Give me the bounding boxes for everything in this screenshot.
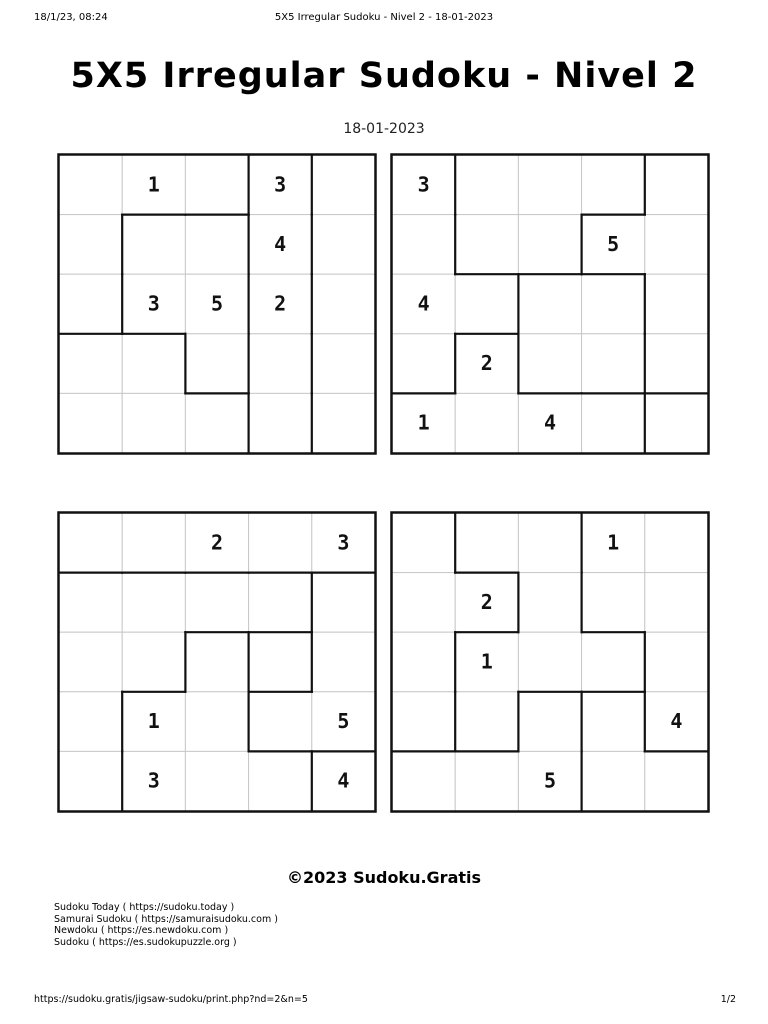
sudoku-cell[interactable] [59, 692, 122, 752]
sudoku-cell[interactable] [312, 393, 375, 453]
sudoku-cell[interactable] [645, 155, 708, 215]
sudoku-cell[interactable] [518, 573, 581, 633]
sudoku-cell[interactable] [645, 274, 708, 334]
sudoku-cell[interactable] [185, 573, 248, 633]
sudoku-cell[interactable] [645, 215, 708, 275]
given-digit: 3 [274, 172, 287, 197]
sudoku-cell[interactable] [249, 573, 312, 633]
page-title: 5X5 Irregular Sudoku - Nivel 2 [70, 56, 698, 96]
sudoku-cell[interactable] [59, 334, 122, 394]
sudoku-grid-4 [390, 511, 710, 813]
sudoku-cell[interactable] [185, 393, 248, 453]
sudoku-cell[interactable] [185, 692, 248, 752]
sudoku-cell[interactable] [249, 334, 312, 394]
sudoku-cell[interactable] [312, 215, 375, 275]
sudoku-cell[interactable] [185, 632, 248, 692]
link-samurai-sudoku[interactable]: Samurai Sudoku ( https://samuraisudoku.com ) [54, 913, 278, 925]
sudoku-cell[interactable] [312, 155, 375, 215]
grid-svg [57, 153, 377, 455]
sudoku-cell[interactable] [455, 215, 518, 275]
sudoku-cell[interactable] [249, 632, 312, 692]
sudoku-cell[interactable] [582, 751, 645, 811]
sudoku-cell[interactable] [59, 155, 122, 215]
given-digit: 1 [147, 709, 160, 734]
sudoku-cell[interactable] [455, 155, 518, 215]
print-url: https://sudoku.gratis/jigsaw-sudoku/print.php?nd=2&n=5 [34, 994, 308, 1005]
sudoku-cell[interactable] [455, 393, 518, 453]
sudoku-cell[interactable] [122, 513, 185, 573]
sudoku-cell[interactable] [518, 513, 581, 573]
sudoku-cell[interactable] [59, 215, 122, 275]
page-number: 1/2 [720, 994, 736, 1005]
print-timestamp: 18/1/23, 08:24 [34, 12, 108, 23]
given-digit: 5 [607, 231, 620, 256]
sudoku-cell[interactable] [645, 573, 708, 633]
sudoku-cell[interactable] [59, 573, 122, 633]
sudoku-cell[interactable] [582, 274, 645, 334]
sudoku-cell[interactable] [645, 334, 708, 394]
sudoku-cell[interactable] [392, 692, 455, 752]
given-digit: 5 [337, 709, 350, 734]
given-digit: 2 [480, 351, 493, 376]
given-digit: 2 [480, 589, 493, 614]
grid-svg [390, 511, 710, 813]
grid-svg [390, 153, 710, 455]
grid-svg [57, 511, 377, 813]
sudoku-cell[interactable] [392, 215, 455, 275]
given-digit: 4 [543, 410, 557, 435]
link-sudoku-today[interactable]: Sudoku Today ( https://sudoku.today ) [54, 902, 235, 913]
given-digit: 2 [210, 530, 224, 555]
sudoku-cell[interactable] [249, 692, 312, 752]
sudoku-cell[interactable] [249, 513, 312, 573]
given-digit: 3 [147, 291, 160, 316]
sudoku-cell[interactable] [122, 393, 185, 453]
link-newdoku[interactable]: Newdoku ( https://es.newdoku.com ) [54, 925, 229, 936]
sudoku-cell[interactable] [518, 692, 581, 752]
sudoku-cell[interactable] [518, 155, 581, 215]
sudoku-cell[interactable] [455, 274, 518, 334]
sudoku-cell[interactable] [582, 573, 645, 633]
given-digit: 4 [670, 709, 683, 734]
sudoku-cell[interactable] [392, 751, 455, 811]
sudoku-cell[interactable] [122, 573, 185, 633]
sudoku-cell[interactable] [392, 334, 455, 394]
sudoku-cell[interactable] [249, 393, 312, 453]
sudoku-cell[interactable] [185, 155, 248, 215]
given-digit: 1 [480, 649, 493, 674]
sudoku-cell[interactable] [645, 632, 708, 692]
sudoku-cell[interactable] [392, 513, 455, 573]
sudoku-cell[interactable] [59, 632, 122, 692]
sudoku-cell[interactable] [59, 393, 122, 453]
given-digit: 3 [337, 530, 350, 555]
sudoku-cell[interactable] [185, 751, 248, 811]
sudoku-cell[interactable] [645, 393, 708, 453]
sudoku-cell[interactable] [582, 155, 645, 215]
sudoku-cell[interactable] [455, 751, 518, 811]
copyright-notice: ©2023 Sudoku.Gratis [286, 868, 482, 887]
sudoku-cell[interactable] [645, 513, 708, 573]
sudoku-cell[interactable] [518, 632, 581, 692]
sudoku-cell[interactable] [122, 215, 185, 275]
sudoku-cell[interactable] [249, 751, 312, 811]
sudoku-cell[interactable] [59, 274, 122, 334]
sudoku-cell[interactable] [185, 334, 248, 394]
given-digit: 4 [274, 231, 287, 256]
given-digit: 4 [417, 291, 430, 316]
related-links [54, 902, 278, 948]
sudoku-cell[interactable] [645, 751, 708, 811]
given-digit: 3 [147, 768, 160, 793]
sudoku-cell[interactable] [582, 692, 645, 752]
puzzle-date: 18-01-2023 [343, 121, 425, 137]
sudoku-cell[interactable] [582, 334, 645, 394]
sudoku-cell[interactable] [59, 513, 122, 573]
sudoku-cell[interactable] [185, 215, 248, 275]
sudoku-cell[interactable] [122, 334, 185, 394]
given-digit: 1 [607, 530, 620, 555]
sudoku-cell[interactable] [312, 334, 375, 394]
print-doc-title: 5X5 Irregular Sudoku - Nivel 2 - 18-01-2023 [274, 12, 494, 23]
sudoku-grid-3 [57, 511, 377, 813]
sudoku-cell[interactable] [392, 573, 455, 633]
given-digit: 5 [210, 291, 224, 316]
given-digit: 2 [274, 291, 287, 316]
sudoku-cell[interactable] [518, 215, 581, 275]
sudoku-cell[interactable] [518, 334, 581, 394]
sudoku-cell[interactable] [455, 692, 518, 752]
sudoku-cell[interactable] [518, 274, 581, 334]
sudoku-cell[interactable] [582, 632, 645, 692]
given-digit: 1 [417, 410, 430, 435]
given-digit: 3 [417, 172, 430, 197]
sudoku-cell[interactable] [122, 632, 185, 692]
given-digit: 1 [147, 172, 160, 197]
sudoku-grid-2 [390, 153, 710, 455]
link-sudoku-puzzle[interactable]: Sudoku ( https://es.sudokupuzzle.org ) [54, 936, 237, 948]
sudoku-cell[interactable] [59, 751, 122, 811]
sudoku-cell[interactable] [312, 632, 375, 692]
sudoku-cell[interactable] [582, 393, 645, 453]
sudoku-cell[interactable] [455, 513, 518, 573]
sudoku-cell[interactable] [392, 632, 455, 692]
given-digit: 5 [543, 768, 557, 793]
sudoku-cell[interactable] [312, 573, 375, 633]
given-digit: 4 [337, 768, 350, 793]
sudoku-cell[interactable] [312, 274, 375, 334]
sudoku-grid-1 [57, 153, 377, 455]
